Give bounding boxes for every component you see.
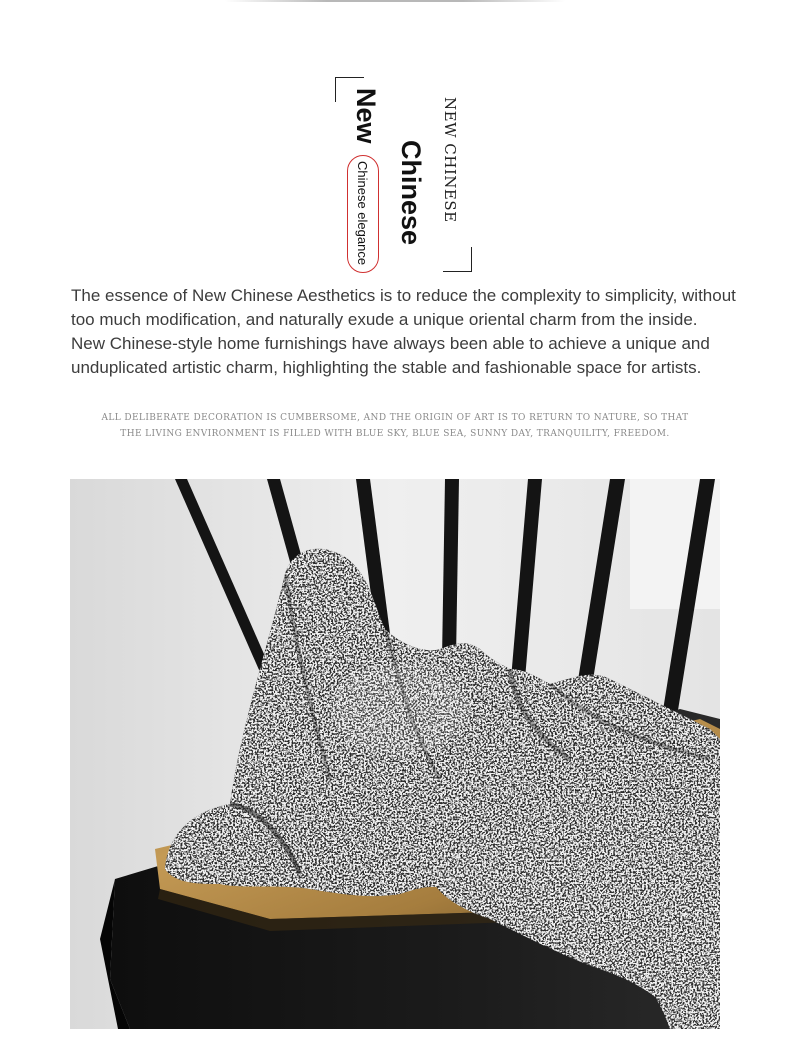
product-photo: [70, 479, 720, 1029]
top-divider: [225, 0, 565, 2]
intro-paragraph: The essence of New Chinese Aesthetics is to reduce the complexity to simplicity, without too much modification, and naturally exude a unique oriental charm from the inside. New Chinese-style home furnishings have always been able to achieve a unique and unduplicated artistic charm, highlighting the stable and fashionable space for artists.: [71, 286, 736, 377]
title-chinese-elegance: Chinese elegance: [355, 161, 370, 266]
intro-subtext: ALL DELIBERATE DECORATION IS CUMBERSOME, AND THE ORIGIN OF ART IS TO RETURN TO NATURE, SO THAT THE LIVING ENVIRONMENT IS FILLED WITH BLUE SKY, BLUE SEA, SUNNY DAY, TRANQUILITY, FREEDOM.: [101, 413, 689, 439]
mountain-sculpture-image: [70, 479, 720, 1029]
title-new-chinese-serif: NEW CHINESE: [441, 97, 459, 223]
title-new: New: [351, 88, 381, 144]
title-chinese: Chinese: [396, 140, 426, 246]
corner-bracket-bottom-right: [443, 247, 472, 272]
